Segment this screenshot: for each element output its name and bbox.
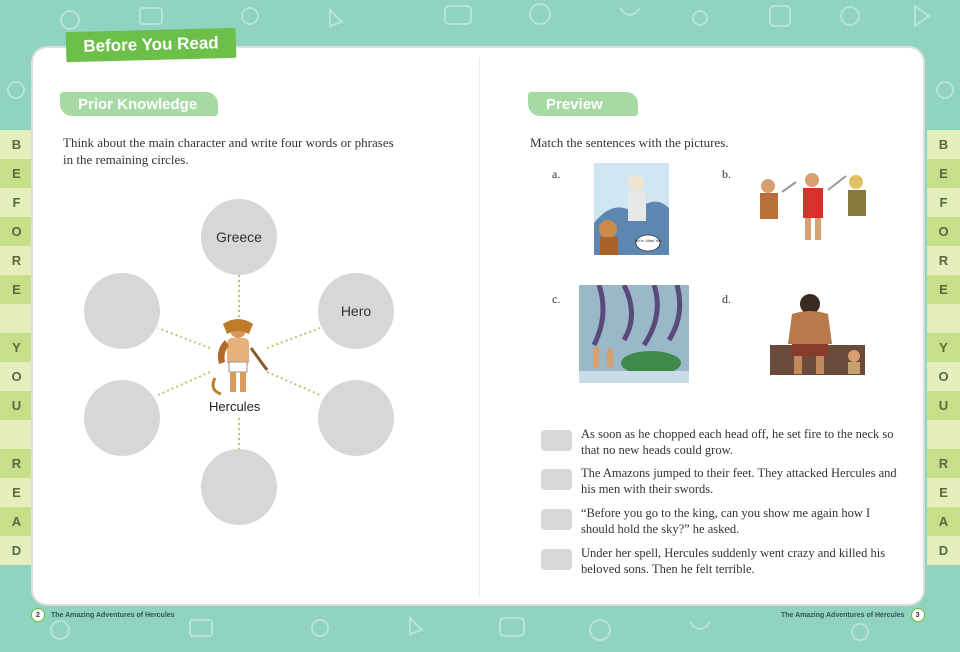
picture-label-b: b. [722,167,731,181]
word-circle-bottom[interactable] [201,449,277,525]
sentence-line: The Amazons jumped to their feet. They attacked Hercules and [581,466,897,480]
side-tab: Y [0,333,33,362]
sentence-line: “Before you go to the king, can you show me again how I [581,506,871,520]
sentence-line: beloved sons. Then he felt terrible. [581,562,755,576]
picture-label-a: a. [552,167,561,181]
picture-a [594,163,669,255]
footer-left [31,608,175,622]
picture-d [770,290,865,375]
sentence-text [581,465,911,497]
side-tab: F [0,188,33,217]
side-tab: B [927,130,960,159]
instruction-line: Think about the main character and write four words or phrases [63,135,394,150]
side-tab: E [0,275,33,304]
match-sentence-1 [541,426,911,458]
side-tab: O [927,217,960,246]
answer-box[interactable] [541,430,572,451]
center-label: Hercules [209,399,261,414]
sentence-line: his men with their swords. [581,482,714,496]
match-sentence-3 [541,505,911,537]
side-tab: R [0,246,33,275]
footer-right [781,608,925,622]
picture-c [579,285,689,383]
word-circle-lower-left[interactable] [84,380,160,456]
instruction-line: in the remaining circles. [63,152,189,167]
word-circle-upper-right[interactable]: Hero [318,273,394,349]
side-tab: A [927,507,960,536]
page-number: 2 [31,608,45,622]
side-tab: Y [927,333,960,362]
sentence-line: Under her spell, Hercules suddenly went crazy and killed his [581,546,886,560]
word-circle-top[interactable]: Greece [201,199,277,275]
side-tab: R [927,449,960,478]
side-tab: B [0,130,33,159]
side-tab: E [927,275,960,304]
side-tab: E [0,478,33,507]
picture-b [748,168,876,244]
side-tab: A [0,507,33,536]
prior-knowledge-title: Prior Knowledge [60,92,218,116]
answer-box[interactable] [541,469,572,490]
answer-box[interactable] [541,509,572,530]
side-tab: D [0,536,33,565]
match-sentence-4 [541,545,911,577]
picture-label-d: d. [722,292,731,306]
answer-box[interactable] [541,549,572,570]
sentence-text [581,545,911,577]
side-tab: E [0,159,33,188]
side-tab: R [927,246,960,275]
side-tab: O [927,362,960,391]
sentence-text [581,426,911,458]
main-title: Before You Read [66,28,237,62]
sentence-line: that no new heads could grow. [581,443,733,457]
sentence-line: should hold the sky?” he asked. [581,522,740,536]
page-number: 3 [911,608,925,622]
word-circle-lower-right[interactable] [318,380,394,456]
word-circle-upper-left[interactable] [84,273,160,349]
match-sentence-2 [541,465,911,497]
speech-bubble-text: You're, Atlas! Yes! [634,239,662,243]
hercules-illustration [205,318,271,398]
sentence-text [581,505,911,537]
side-tab: U [0,391,33,420]
side-tab: E [927,159,960,188]
footer-book-title: The Amazing Adventures of Hercules [51,611,175,619]
side-tab: R [0,449,33,478]
side-tab: U [927,391,960,420]
side-tab: O [0,217,33,246]
footer-book-title: The Amazing Adventures of Hercules [781,611,905,619]
side-tab: F [927,188,960,217]
sentence-line: As soon as he chopped each head off, he set fire to the neck so [581,427,894,441]
picture-label-c: c. [552,292,561,306]
preview-instructions: Match the sentences with the pictures. [530,135,729,150]
preview-title: Preview [528,92,638,116]
side-tab: D [927,536,960,565]
side-tab: E [927,478,960,507]
side-tab: O [0,362,33,391]
